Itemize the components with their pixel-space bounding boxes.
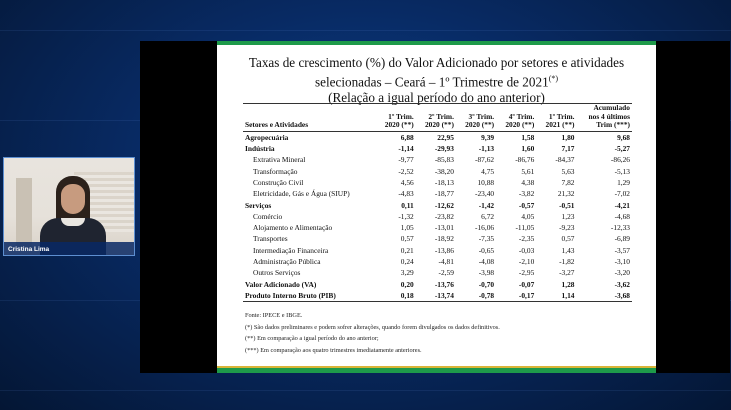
row-label: Alojamento e Alimentação bbox=[253, 223, 333, 233]
table-row bbox=[243, 131, 632, 143]
table-row bbox=[243, 290, 632, 302]
row-label: Indústria bbox=[245, 144, 275, 154]
row-value: -3,10 bbox=[614, 257, 630, 267]
row-value: -3,20 bbox=[614, 268, 630, 278]
header-q1-2021: 1º Trim. 2021 (**) bbox=[545, 111, 575, 130]
row-value: 1,23 bbox=[561, 211, 575, 221]
row-value: -4,81 bbox=[438, 257, 454, 267]
row-value: -6,89 bbox=[614, 234, 630, 244]
row-value: -1,42 bbox=[478, 200, 495, 210]
row-value: 5,61 bbox=[521, 166, 535, 176]
note-source: Fonte: IPECE e IBGE. bbox=[245, 312, 303, 319]
row-value: 1,14 bbox=[561, 290, 575, 300]
row-value: -12,62 bbox=[434, 200, 454, 210]
participant-video-tile[interactable] bbox=[3, 157, 135, 256]
row-value: 22,95 bbox=[437, 132, 454, 142]
row-value: -23,82 bbox=[434, 211, 454, 221]
row-value: 1,43 bbox=[561, 245, 575, 255]
row-value: -13,76 bbox=[434, 279, 454, 289]
row-value: 1,28 bbox=[561, 279, 575, 289]
row-value: -0,57 bbox=[518, 200, 535, 210]
row-value: -1,13 bbox=[478, 144, 495, 154]
header-accumulated: Acumulado nos 4 últimos Trim (***) bbox=[588, 103, 630, 130]
row-label: Transformação bbox=[253, 166, 298, 176]
row-value: 3,29 bbox=[400, 268, 414, 278]
row-label: Serviços bbox=[245, 200, 272, 210]
row-value: -23,40 bbox=[475, 189, 495, 199]
row-value: -4,83 bbox=[398, 189, 414, 199]
header-q2-2020: 2º Trim. 2020 (**) bbox=[424, 111, 454, 130]
row-value: -4,21 bbox=[614, 200, 630, 210]
slide-top-bar bbox=[217, 41, 656, 45]
row-label: Extrativa Mineral bbox=[253, 155, 306, 165]
table-row bbox=[243, 267, 632, 278]
header-q1-2020: 1º Trim. 2020 (**) bbox=[384, 111, 414, 130]
row-value: -85,83 bbox=[434, 155, 454, 165]
row-value: -3,98 bbox=[478, 268, 495, 278]
row-value: -2,10 bbox=[518, 257, 535, 267]
row-value: 6,88 bbox=[400, 132, 414, 142]
table-row bbox=[243, 279, 632, 290]
row-value: -86,26 bbox=[610, 155, 630, 165]
row-value: -5,13 bbox=[614, 166, 630, 176]
row-value: -3,68 bbox=[614, 290, 630, 300]
row-value: -5,27 bbox=[614, 144, 630, 154]
row-value: 0,57 bbox=[400, 234, 414, 244]
row-value: -29,93 bbox=[434, 144, 454, 154]
row-value: -87,62 bbox=[475, 155, 495, 165]
row-value: 0,21 bbox=[400, 245, 414, 255]
header-sectors: Setores e Atividades bbox=[245, 120, 309, 130]
row-label: Intermediação Financeira bbox=[253, 245, 329, 255]
row-label: Agropecuária bbox=[245, 132, 289, 142]
row-value: -9,77 bbox=[398, 155, 414, 165]
slide-bottom-bar bbox=[217, 366, 656, 373]
growth-rates-table bbox=[243, 103, 632, 302]
header-q4-2020: 4º Trim. 2020 (**) bbox=[505, 111, 535, 130]
row-value: -16,06 bbox=[475, 223, 495, 233]
row-value: -1,82 bbox=[559, 257, 575, 267]
row-value: 5,63 bbox=[561, 166, 575, 176]
row-value: 0,18 bbox=[400, 290, 414, 300]
row-value: 0,11 bbox=[401, 200, 414, 210]
row-label: Eletricidade, Gás e Água (SIUP) bbox=[253, 189, 350, 199]
row-value: 4,05 bbox=[521, 211, 535, 221]
row-value: 1,58 bbox=[521, 132, 535, 142]
table-row bbox=[243, 200, 632, 211]
row-value: 10,88 bbox=[477, 177, 495, 187]
presentation-slide bbox=[217, 41, 656, 373]
note-2: (**) Em comparação a igual período do ano anterior; bbox=[245, 335, 379, 342]
row-value: -18,13 bbox=[434, 177, 454, 187]
row-value: -38,20 bbox=[434, 166, 454, 176]
row-value: -13,74 bbox=[434, 290, 454, 300]
row-value: 9,39 bbox=[481, 132, 495, 142]
title-line-1: Taxas de crescimento (%) do Valor Adicionado por setores e atividades bbox=[248, 55, 625, 70]
row-value: -1,14 bbox=[398, 144, 414, 154]
row-value: -0,51 bbox=[559, 200, 575, 210]
row-value: 4,38 bbox=[521, 177, 535, 187]
row-value: 1,80 bbox=[561, 132, 575, 142]
row-label: Produto Interno Bruto (PIB) bbox=[245, 290, 336, 300]
row-label: Transportes bbox=[253, 234, 288, 244]
row-value: 21,32 bbox=[557, 189, 575, 199]
title-line-2: selecionadas – Ceará – 1º Trimestre de 2021(*) bbox=[314, 74, 559, 90]
slide-title bbox=[217, 55, 656, 106]
row-value: 7,82 bbox=[561, 177, 575, 187]
row-value: -1,32 bbox=[398, 211, 414, 221]
row-value: -3,82 bbox=[518, 189, 535, 199]
row-value: -18,92 bbox=[434, 234, 454, 244]
note-1: (*) São dados preliminares e podem sofrer alterações, quando forem divulgados os dados definitivos. bbox=[245, 323, 500, 331]
participant-name: Cristina Lima bbox=[8, 246, 50, 253]
row-value: -9,23 bbox=[559, 223, 575, 233]
row-value: -7,35 bbox=[478, 234, 495, 244]
title-line-3: (Relação a igual período do ano anterior) bbox=[328, 90, 545, 106]
row-value: 0,24 bbox=[400, 257, 414, 267]
note-3: (***) Em comparação aos quatro trimestres imediatamente anteriores. bbox=[245, 346, 422, 354]
row-value: 1,29 bbox=[617, 177, 630, 187]
row-value: -3,57 bbox=[614, 245, 630, 255]
row-value: -0,07 bbox=[518, 279, 535, 289]
row-value: -2,59 bbox=[438, 268, 454, 278]
row-value: -0,17 bbox=[518, 290, 535, 300]
row-value: -4,68 bbox=[614, 211, 630, 221]
table-row bbox=[243, 188, 632, 199]
row-value: -13,86 bbox=[434, 245, 454, 255]
row-value: 7,17 bbox=[561, 144, 575, 154]
row-value: 6,72 bbox=[481, 211, 495, 221]
row-value: 4,56 bbox=[400, 177, 414, 187]
row-value: -0,65 bbox=[478, 245, 495, 255]
row-value: -84,37 bbox=[555, 155, 575, 165]
row-value: -12,33 bbox=[610, 223, 630, 233]
row-value: -2,95 bbox=[518, 268, 535, 278]
row-value: -0,70 bbox=[478, 279, 495, 289]
table-row bbox=[243, 211, 632, 222]
row-value: 0,57 bbox=[561, 234, 575, 244]
table-row bbox=[243, 143, 632, 154]
row-value: -86,76 bbox=[515, 155, 535, 165]
row-value: -13,01 bbox=[434, 223, 454, 233]
table-row bbox=[243, 256, 632, 267]
table-row bbox=[243, 154, 632, 165]
table-row bbox=[243, 245, 632, 256]
row-label: Valor Adicionado (VA) bbox=[245, 279, 317, 289]
row-value: 1,60 bbox=[521, 144, 535, 154]
row-value: -4,08 bbox=[478, 257, 495, 267]
row-value: -11,05 bbox=[515, 223, 535, 233]
table-row bbox=[243, 233, 632, 244]
table-row bbox=[243, 222, 632, 233]
row-value: -3,62 bbox=[614, 279, 630, 289]
row-value: -3,27 bbox=[559, 268, 575, 278]
row-value: -2,52 bbox=[398, 166, 414, 176]
row-value: -18,77 bbox=[434, 189, 454, 199]
table-row bbox=[243, 166, 632, 177]
header-q3-2020: 3º Trim. 2020 (**) bbox=[465, 111, 495, 130]
row-label: Construção Civil bbox=[253, 177, 304, 187]
row-value: -7,02 bbox=[614, 189, 630, 199]
row-value: -2,35 bbox=[518, 234, 535, 244]
row-value: 0,20 bbox=[400, 279, 414, 289]
table-header-row bbox=[243, 104, 632, 132]
row-value: 4,75 bbox=[481, 166, 495, 176]
row-value: -0,78 bbox=[478, 290, 495, 300]
row-value: 1,05 bbox=[400, 223, 414, 233]
row-value: -0,03 bbox=[518, 245, 535, 255]
table-row bbox=[243, 177, 632, 188]
row-label: Administração Pública bbox=[253, 257, 321, 267]
slide-notes bbox=[245, 310, 645, 356]
row-value: 9,68 bbox=[617, 132, 630, 142]
row-label: Comércio bbox=[253, 211, 283, 221]
row-label: Outros Serviços bbox=[253, 268, 301, 278]
